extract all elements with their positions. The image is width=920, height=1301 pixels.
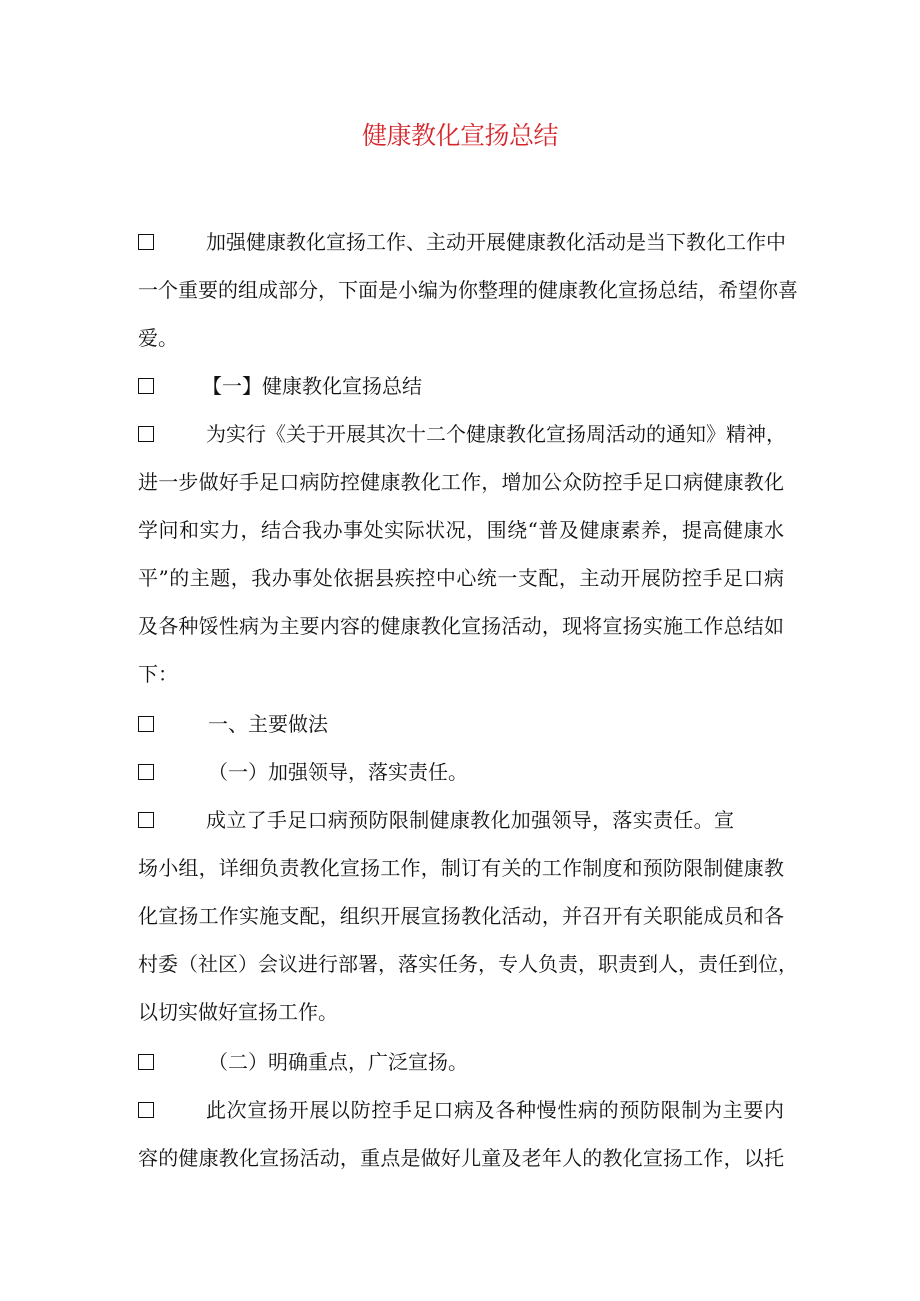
checkbox-icon	[138, 426, 154, 442]
section-heading: 【一】健康教化宣扬总结	[202, 374, 422, 398]
checkbox-icon	[138, 234, 154, 250]
paragraph-line: 村委（社区）会议进行部署，落实任务，专人负责，职责到人，责任到位，	[138, 952, 798, 976]
paragraph-line: 爱。	[138, 326, 178, 350]
checkbox-icon	[138, 1102, 154, 1118]
checkbox-icon	[138, 764, 154, 780]
checkbox-icon	[138, 378, 154, 394]
paragraph-line: 容的健康教化宣扬活动，重点是做好儿童及老年人的教化宣扬工作，以托	[138, 1146, 784, 1170]
document-title: 健康教化宣扬总结	[361, 121, 558, 150]
checkbox-icon	[138, 812, 154, 828]
paragraph-line: 下：	[138, 662, 178, 686]
paragraph-line: 一个重要的组成部分，下面是小编为你整理的健康教化宣扬总结，希望你喜	[138, 278, 798, 302]
section-heading: 一、主要做法	[208, 712, 328, 736]
paragraph-line: 以切实做好宣扬工作。	[138, 1000, 338, 1024]
paragraph-line: 成立了手足口病预防限制健康教化加强领导，落实责任。宣	[206, 808, 734, 832]
checkbox-icon	[138, 716, 154, 732]
paragraph-line: 场小组，详细负责教化宣扬工作，制订有关的工作制度和预防限制健康教	[138, 856, 784, 880]
subsection-heading: （一）加强领导，落实责任。	[208, 760, 468, 784]
paragraph-line: 为实行《关于开展其次十二个健康教化宣扬周活动的通知》精神，	[206, 422, 786, 446]
paragraph-line: 加强健康教化宣扬工作、主动开展健康教化活动是当下教化工作中	[206, 230, 786, 254]
paragraph-line: 学问和实力，结合我办事处实际状况，围绕“普及健康素养，提高健康水	[138, 518, 784, 542]
paragraph-line: 化宣扬工作实施支配，组织开展宣扬教化活动，并召开有关职能成员和各	[138, 904, 784, 928]
paragraph-line: 进一步做好手足口病防控健康教化工作，增加公众防控手足口病健康教化	[138, 470, 784, 494]
paragraph-line: 平”的主题，我办事处依据县疾控中心统一支配，主动开展防控手足口病	[138, 566, 784, 590]
paragraph-line: 此次宣扬开展以防控手足口病及各种慢性病的预防限制为主要内	[206, 1098, 784, 1122]
checkbox-icon	[138, 1054, 154, 1070]
paragraph-line: 及各种馁性病为主要内容的健康教化宣扬活动，现将宣扬实施工作总结如	[138, 614, 784, 638]
subsection-heading: （二）明确重点，广泛宣扬。	[208, 1050, 468, 1074]
